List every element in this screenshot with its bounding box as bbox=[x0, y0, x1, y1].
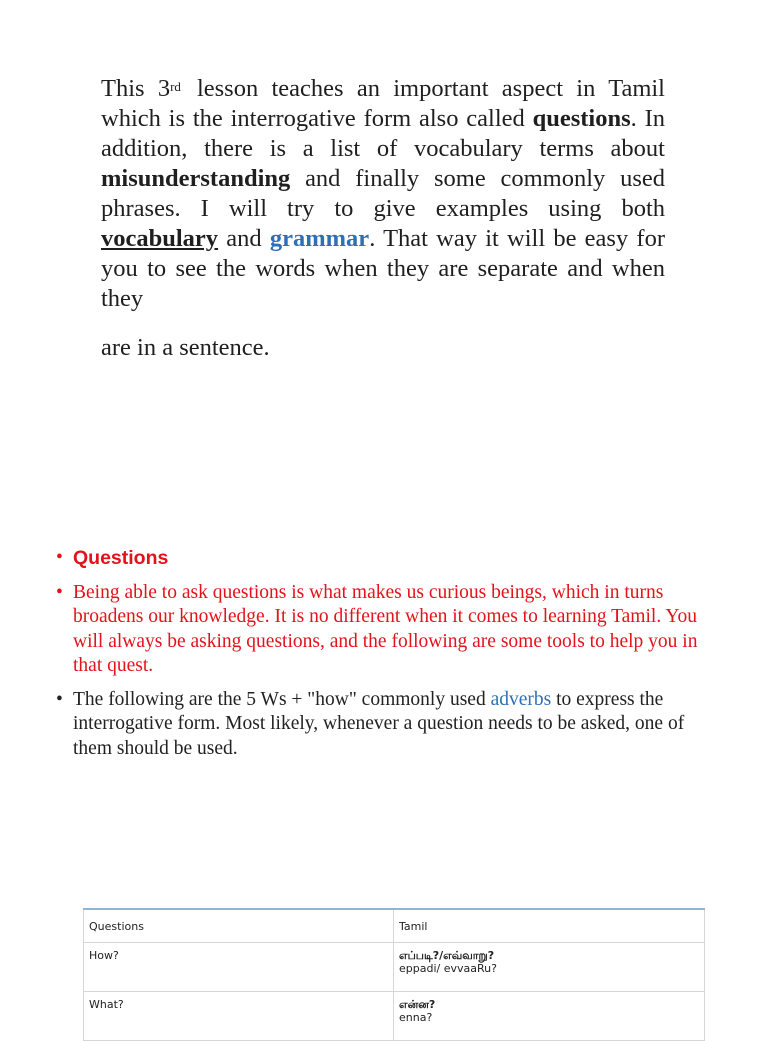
table-header-row bbox=[84, 909, 705, 943]
tamil-word: என்ன? bbox=[399, 998, 436, 1011]
intro-text-6: . That way it will be easy for you to see the words when they are separate and when they bbox=[101, 225, 665, 312]
header-tamil: Tamil bbox=[394, 909, 705, 943]
tamil-cell bbox=[394, 943, 705, 992]
keyword-misunderstanding: misunderstanding bbox=[101, 165, 291, 192]
keyword-adverbs: adverbs bbox=[490, 688, 552, 710]
table-row bbox=[84, 992, 705, 1041]
ordinal-suffix: rd bbox=[170, 79, 181, 94]
section-heading-questions: Questions bbox=[73, 547, 169, 569]
tamil-cell bbox=[394, 992, 705, 1041]
keyword-vocabulary: vocabulary bbox=[101, 225, 219, 252]
intro-text-7: are in a sentence. bbox=[101, 334, 270, 361]
romanized-word: eppadi/ evvaaRu? bbox=[399, 962, 497, 975]
bullet-marker: • bbox=[56, 581, 63, 603]
tamil-word: எப்படி?/எவ்வாறு? bbox=[399, 949, 495, 962]
question-cell: What? bbox=[84, 992, 394, 1041]
table-row bbox=[84, 943, 705, 992]
bullet-list bbox=[56, 546, 716, 770]
romanized-word: enna? bbox=[399, 1011, 433, 1024]
intro-text-2: lesson teaches an important aspect in Tamil which is the interrogative form also called bbox=[101, 75, 665, 132]
questions-table bbox=[83, 908, 705, 1041]
header-questions: Questions bbox=[84, 909, 394, 943]
intro-text-4: and finally some commonly used phrases. I will try to give examples using both bbox=[101, 165, 665, 222]
bullet-text-black-1: The following are the 5 Ws + "how" commonly used bbox=[73, 688, 491, 710]
bullet-text-black-2: to express the interrogative form. Most likely, whenever a question needs to be asked, one of them should be used. bbox=[73, 688, 685, 759]
intro-text-3: . In addition, there is a list of vocabulary terms about bbox=[101, 105, 665, 162]
bullet-heading bbox=[56, 546, 716, 572]
intro-paragraph bbox=[101, 74, 665, 363]
question-cell: How? bbox=[84, 943, 394, 992]
bullet-intro-black bbox=[56, 688, 716, 762]
keyword-grammar: grammar bbox=[269, 225, 370, 252]
intro-text-1: This 3 bbox=[101, 75, 171, 102]
intro-text-5: and bbox=[218, 225, 270, 252]
keyword-questions: questions bbox=[532, 105, 631, 132]
bullet-marker: • bbox=[56, 688, 63, 710]
bullet-text-red: Being able to ask questions is what makes us curious beings, which in turns broadens our knowledge. It is no different when it comes to learning Tamil. You will always be asking questions, and the following are some tools to help you in that quest. bbox=[73, 581, 698, 676]
bullet-marker: • bbox=[56, 547, 63, 568]
bullet-intro-red bbox=[56, 581, 716, 679]
